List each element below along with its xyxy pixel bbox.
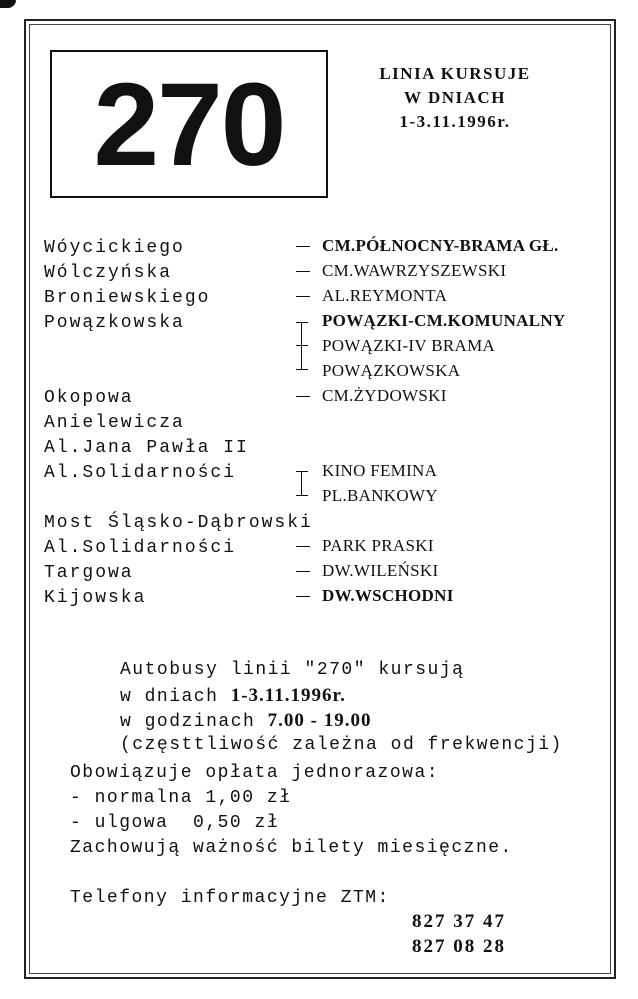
street-name: Most Śląsko-Dąbrowski [44, 513, 313, 533]
bus-stop-name: KINO FEMINA [322, 461, 438, 480]
bus-stop-name: CM.ŻYDOWSKI [322, 386, 447, 405]
street-name: Al.Solidarności [44, 463, 237, 483]
bus-stop-name: POWĄZKI-CM.KOMUNALNY [322, 311, 566, 330]
service-note [345, 62, 565, 134]
phones-label: Telefony informacyjne ZTM: [70, 888, 390, 908]
street-name: Kijowska [44, 588, 147, 608]
stop-connector-dash [296, 296, 310, 297]
bus-stop-name: PL.BANKOWY [322, 486, 438, 505]
street-name: Wóycickiego [44, 238, 185, 258]
street-name: Powązkowska [44, 313, 185, 333]
service-note-line: LINIA KURSUJE [379, 64, 531, 83]
street-name: Wólczyńska [44, 263, 173, 283]
street-name: Anielewicza [44, 413, 185, 433]
street-name: Al.Solidarności [44, 538, 237, 558]
stop-connector-dash [296, 246, 310, 247]
phone-number: 827 37 47 [412, 911, 506, 932]
street-name: Al.Jana Pawła II [44, 438, 249, 458]
stop-group-bracket [296, 471, 308, 496]
bus-stop-name: POWĄZKOWSKA [322, 361, 461, 380]
route-number: 270 [93, 59, 285, 191]
bus-stop-name: DW.WILEŃSKI [322, 561, 439, 580]
stop-connector-dash [296, 546, 310, 547]
stop-connector-dash [296, 396, 310, 397]
stop-group-bracket [296, 322, 308, 370]
corner-mark [0, 0, 16, 8]
street-name: Okopowa [44, 388, 134, 408]
route-number-box [50, 50, 328, 198]
stop-connector-dash [296, 271, 310, 272]
bus-stop-name: CM.PÓŁNOCNY-BRAMA GŁ. [322, 236, 559, 255]
fare-normal: - normalna 1,00 zł [70, 788, 292, 808]
bus-stop-name: PARK PRASKI [322, 536, 434, 555]
service-note-date: 1-3.11.1996r. [399, 112, 511, 131]
info-dates-line: w dniach 1-3.11.1996r. [120, 685, 346, 707]
monthly-passes-note: Zachowują ważność bilety miesięczne. [70, 838, 513, 858]
info-buses-line: Autobusy linii "270" kursują [120, 660, 465, 680]
info-hours: 7.00 - 19.00 [267, 710, 372, 731]
bus-stop-name: POWĄZKI-IV BRAMA [322, 336, 496, 355]
fare-heading: Obowiązuje opłata jednorazowa: [70, 763, 440, 783]
stop-connector-dash [296, 596, 310, 597]
phone-number: 827 08 28 [412, 936, 506, 957]
bus-stop-name: DW.WSCHODNI [322, 586, 454, 605]
info-hours-line: w godzinach 7.00 - 19.00 [120, 710, 372, 732]
fare-reduced: - ulgowa 0,50 zł [70, 813, 280, 833]
service-note-line: W DNIACH [404, 88, 506, 107]
info-frequency-line: (częsttliwość zależna od frekwencji) [120, 735, 563, 755]
street-name: Targowa [44, 563, 134, 583]
bus-stop-name: CM.WAWRZYSZEWSKI [322, 261, 507, 280]
info-dates: 1-3.11.1996r. [230, 685, 346, 706]
street-name: Broniewskiego [44, 288, 211, 308]
stop-connector-dash [296, 571, 310, 572]
bus-stop-name: AL.REYMONTA [322, 286, 448, 305]
